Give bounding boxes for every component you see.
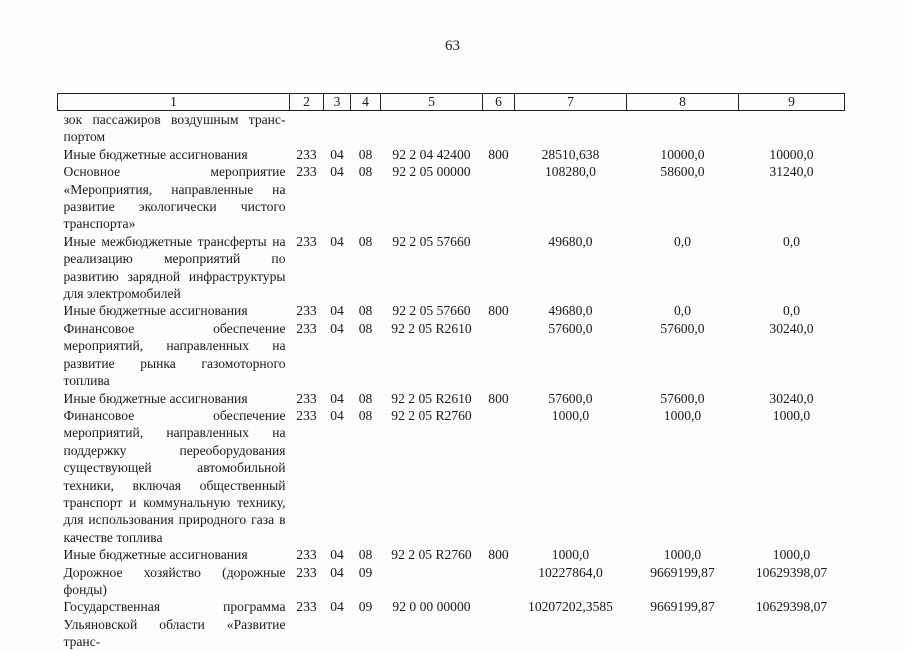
code-cell: 08 — [358, 547, 373, 563]
code-cell: 233 — [296, 407, 317, 423]
code-cell: 09 — [358, 564, 373, 580]
code-cell: 08 — [358, 320, 373, 336]
amount-cell: 1000,0 — [663, 547, 702, 563]
row-label: Иные бюджетные ассигнования — [63, 547, 248, 563]
table-row — [58, 390, 845, 407]
amount-cell: 31240,0 — [769, 164, 814, 180]
column-header: 8 — [627, 94, 739, 111]
amount-cell — [627, 111, 739, 146]
amount-cell: 57600,0 — [548, 390, 593, 406]
code-cell — [483, 320, 515, 390]
code-cell: 04 — [330, 164, 344, 180]
table-row — [58, 598, 845, 650]
row-label: Финансовое обеспечение мероприятий, направленных на поддержку переоборудования существующей автомобильной техники, включая общественный транспорт и коммунальную технику, для использования природного газа в качестве топлива — [63, 407, 286, 545]
code-cell: 04 — [330, 599, 344, 615]
code-cell — [290, 111, 324, 146]
code-cell: 233 — [296, 320, 317, 336]
column-header: 7 — [515, 94, 627, 111]
code-cell: 233 — [296, 547, 317, 563]
amount-cell: 0,0 — [674, 303, 691, 319]
amount-cell — [739, 111, 845, 146]
table-row — [58, 546, 845, 563]
code-cell: 92 2 05 57660 — [392, 233, 471, 249]
amount-cell: 10207202,3585 — [528, 599, 613, 615]
code-cell: 233 — [296, 233, 317, 249]
code-cell: 04 — [330, 407, 344, 423]
page-number: 63 — [445, 38, 460, 54]
amount-cell: 58600,0 — [660, 164, 705, 180]
amount-cell: 1000,0 — [551, 547, 590, 563]
table-row — [58, 320, 845, 390]
row-label: Основное мероприятие «Мероприятия, направленные на развитие экологически чистого транспорта» — [63, 164, 286, 232]
column-header: 6 — [483, 94, 515, 111]
table-row — [58, 163, 845, 233]
row-label: Иные бюджетные ассигнования — [63, 303, 248, 319]
code-cell: 09 — [358, 599, 373, 615]
row-label: Иные межбюджетные трансферты на реализацию мероприятий по развитию зарядной инфраструктуры для электромобилей — [63, 233, 286, 302]
amount-cell: 57600,0 — [660, 320, 705, 336]
table-row — [58, 233, 845, 303]
code-cell: 233 — [296, 146, 317, 162]
code-cell: 08 — [358, 164, 373, 180]
amount-cell: 28510,638 — [541, 146, 600, 162]
code-cell — [483, 564, 515, 599]
amount-cell: 49680,0 — [548, 303, 593, 319]
table-row — [58, 111, 845, 146]
amount-cell: 0,0 — [674, 233, 691, 249]
amount-cell: 9669199,87 — [650, 599, 715, 615]
code-cell: 92 2 04 42400 — [392, 146, 471, 162]
code-cell: 233 — [296, 564, 317, 580]
column-header: 4 — [351, 94, 381, 111]
code-cell — [483, 111, 515, 146]
amount-cell: 57600,0 — [660, 390, 705, 406]
column-header: 1 — [58, 94, 290, 111]
code-cell — [381, 564, 483, 599]
table-row — [58, 146, 845, 163]
amount-cell: 30240,0 — [769, 390, 814, 406]
code-cell: 08 — [358, 390, 373, 406]
column-header: 9 — [739, 94, 845, 111]
code-cell — [483, 598, 515, 650]
code-cell — [324, 111, 351, 146]
code-cell: 800 — [488, 547, 509, 563]
code-cell — [483, 233, 515, 303]
amount-cell — [515, 111, 627, 146]
code-cell — [351, 111, 381, 146]
code-cell: 800 — [488, 303, 509, 319]
amount-cell: 30240,0 — [769, 320, 814, 336]
amount-cell: 10629398,07 — [755, 599, 828, 615]
row-label: зок пассажиров воздушным транс-портом — [63, 112, 286, 145]
code-cell — [483, 163, 515, 233]
code-cell: 08 — [358, 303, 373, 319]
amount-cell: 9669199,87 — [650, 564, 715, 580]
row-label: Финансовое обеспечение мероприятий, направленных на развитие рынка газомоторного топлива — [63, 320, 286, 389]
table-row — [58, 564, 845, 599]
amount-cell: 10000,0 — [769, 146, 814, 162]
column-header: 5 — [381, 94, 483, 111]
table-body — [58, 111, 845, 651]
amount-cell: 10227864,0 — [538, 564, 603, 580]
row-label: Государственная программа Ульяновской области «Развитие транс- — [63, 599, 286, 650]
budget-table — [57, 93, 845, 651]
amount-cell: 10000,0 — [660, 146, 705, 162]
amount-cell: 1000,0 — [772, 407, 811, 423]
code-cell: 04 — [330, 390, 344, 406]
amount-cell: 0,0 — [783, 303, 800, 319]
code-cell: 92 2 05 R2760 — [391, 407, 472, 423]
code-cell — [381, 111, 483, 146]
row-label: Дорожное хозяйство (дорожные фонды) — [63, 564, 286, 597]
amount-cell: 1000,0 — [663, 407, 702, 423]
table-row — [58, 407, 845, 546]
column-header: 2 — [290, 94, 324, 111]
code-cell: 92 2 05 R2610 — [391, 390, 472, 406]
amount-cell: 1000,0 — [772, 547, 811, 563]
code-cell: 233 — [296, 164, 317, 180]
code-cell: 800 — [488, 390, 509, 406]
code-cell: 92 2 05 R2760 — [391, 547, 472, 563]
amount-cell: 0,0 — [783, 233, 800, 249]
table-row — [58, 302, 845, 319]
code-cell: 800 — [488, 146, 509, 162]
code-cell: 92 2 05 00000 — [392, 164, 471, 180]
code-cell: 04 — [330, 564, 344, 580]
code-cell: 233 — [296, 390, 317, 406]
code-cell: 233 — [296, 599, 317, 615]
code-cell: 08 — [358, 233, 373, 249]
column-header: 3 — [324, 94, 351, 111]
code-cell: 04 — [330, 303, 344, 319]
row-label: Иные бюджетные ассигнования — [63, 390, 248, 406]
code-cell: 233 — [296, 303, 317, 319]
table-header-row — [58, 94, 845, 111]
code-cell: 04 — [330, 320, 344, 336]
amount-cell: 1000,0 — [551, 407, 590, 423]
code-cell: 04 — [330, 233, 344, 249]
amount-cell: 49680,0 — [548, 233, 593, 249]
code-cell: 92 2 05 57660 — [392, 303, 471, 319]
amount-cell: 10629398,07 — [755, 564, 828, 580]
code-cell: 92 2 05 R2610 — [391, 320, 472, 336]
code-cell: 08 — [358, 146, 373, 162]
code-cell: 04 — [330, 547, 344, 563]
code-cell: 08 — [358, 407, 373, 423]
row-label: Иные бюджетные ассигнования — [63, 146, 248, 162]
amount-cell: 108280,0 — [545, 164, 596, 180]
code-cell: 92 0 00 00000 — [392, 599, 471, 615]
code-cell — [483, 407, 515, 546]
code-cell: 04 — [330, 146, 344, 162]
amount-cell: 57600,0 — [548, 320, 593, 336]
